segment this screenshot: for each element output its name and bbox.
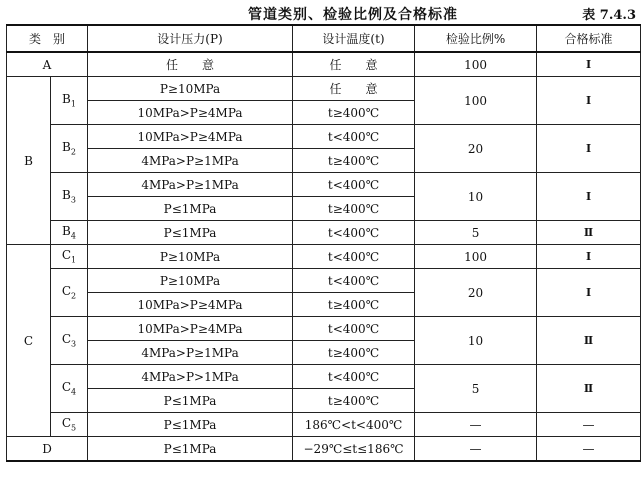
standard-cell: — [537, 413, 641, 437]
ratio-cell: 5 [415, 221, 537, 245]
subcategory-letter: B [62, 139, 71, 154]
subcategory-letter: B [62, 91, 71, 106]
ratio-cell: — [415, 437, 537, 462]
pressure-cell: 4MPa>P>1MPa [88, 365, 293, 389]
standard-cell: — [537, 437, 641, 462]
subcategory-letter: C [61, 283, 72, 298]
standard-cell: Ⅰ [537, 77, 641, 125]
category-cell: C [7, 245, 51, 437]
table-caption [0, 2, 644, 22]
ratio-cell: 20 [415, 125, 537, 173]
header-ratio: 检验比例% [415, 25, 537, 52]
standard-cell: Ⅱ [537, 365, 641, 413]
subcategory-letter: C [61, 415, 72, 430]
temperature-cell: t<400℃ [293, 245, 415, 269]
subcategory-number: 3 [70, 195, 76, 205]
standard-cell: Ⅰ [537, 245, 641, 269]
subcategory-cell [51, 221, 88, 245]
header-pressure: 设计压力(P) [88, 25, 293, 52]
pressure-cell: 10MPa>P≥4MPa [88, 293, 293, 317]
ratio-cell: 20 [415, 269, 537, 317]
temperature-cell: t<400℃ [293, 125, 415, 149]
pressure-cell: P≥10MPa [88, 269, 293, 293]
ratio-cell: 100 [415, 52, 537, 77]
standard-cell: Ⅰ [537, 52, 641, 77]
pressure-cell: P≥10MPa [88, 245, 293, 269]
temperature-cell: 任 意 [293, 52, 415, 77]
header-category: 类 别 [7, 25, 88, 52]
subcategory-letter: C [61, 247, 72, 262]
temperature-cell: t≥400℃ [293, 389, 415, 413]
temperature-cell: 186℃<t<400℃ [293, 413, 415, 437]
subcategory-letter: C [61, 331, 72, 346]
ratio-cell: 5 [415, 365, 537, 413]
pressure-cell: P≤1MPa [88, 437, 293, 462]
temperature-cell: t<400℃ [293, 221, 415, 245]
pressure-cell: 4MPa>P≥1MPa [88, 173, 293, 197]
temperature-cell: t<400℃ [293, 365, 415, 389]
subcategory-cell [51, 365, 88, 413]
subcategory-letter: B [62, 223, 71, 238]
temperature-cell: 任 意 [293, 77, 415, 101]
ratio-cell: — [415, 413, 537, 437]
temperature-cell: t≥400℃ [293, 197, 415, 221]
standard-cell: Ⅱ [537, 221, 641, 245]
ratio-cell: 10 [415, 317, 537, 365]
pressure-cell: P≤1MPa [88, 221, 293, 245]
subcategory-cell [51, 413, 88, 437]
pressure-cell: 4MPa>P≥1MPa [88, 341, 293, 365]
inspection-table [6, 24, 641, 462]
standard-cell: Ⅰ [537, 173, 641, 221]
table-row [7, 77, 641, 101]
table-row [7, 437, 641, 462]
table-title: 管道类别、检验比例及合格标准 [248, 7, 458, 23]
table-row [7, 52, 641, 77]
temperature-cell: t≥400℃ [293, 341, 415, 365]
standard-cell: Ⅰ [537, 269, 641, 317]
subcategory-number: 2 [70, 147, 76, 157]
table-row [7, 125, 641, 149]
pressure-cell: 10MPa>P≥4MPa [88, 101, 293, 125]
ratio-cell: 10 [415, 173, 537, 221]
ratio-cell: 100 [415, 77, 537, 125]
pressure-cell: 4MPa>P≥1MPa [88, 149, 293, 173]
category-cell: B [7, 77, 51, 245]
subcategory-letter: C [61, 379, 72, 394]
subcategory-cell [51, 317, 88, 365]
temperature-cell: t≥400℃ [293, 101, 415, 125]
pressure-cell: P≤1MPa [88, 413, 293, 437]
pressure-cell: P≥10MPa [88, 77, 293, 101]
header-row [7, 25, 641, 52]
temperature-cell: t<400℃ [293, 317, 415, 341]
subcategory-number: 4 [71, 387, 77, 397]
pressure-cell: P≤1MPa [88, 389, 293, 413]
pressure-cell: 任 意 [88, 52, 293, 77]
category-cell: D [7, 437, 88, 462]
temperature-cell: t≥400℃ [293, 293, 415, 317]
standard-cell: Ⅰ [537, 125, 641, 173]
table-row [7, 365, 641, 389]
temperature-cell: t≥400℃ [293, 149, 415, 173]
temperature-cell: −29℃≤t≤186℃ [293, 437, 415, 462]
subcategory-letter: B [62, 187, 71, 202]
table-row [7, 221, 641, 245]
header-temperature: 设计温度(t) [293, 25, 415, 52]
pressure-cell: 10MPa>P≥4MPa [88, 125, 293, 149]
table-number: 表 7.4.3 [582, 8, 636, 23]
table-row [7, 317, 641, 341]
table-row [7, 413, 641, 437]
subcategory-cell [51, 245, 88, 269]
subcategory-number: 2 [71, 291, 77, 301]
ratio-cell: 100 [415, 245, 537, 269]
category-cell: A [7, 52, 88, 77]
subcategory-cell [51, 173, 88, 221]
standard-cell: Ⅱ [537, 317, 641, 365]
table-row [7, 173, 641, 197]
subcategory-number: 1 [70, 99, 76, 109]
subcategory-number: 4 [70, 231, 76, 241]
table-row [7, 269, 641, 293]
temperature-cell: t<400℃ [293, 269, 415, 293]
pressure-cell: P≤1MPa [88, 197, 293, 221]
temperature-cell: t<400℃ [293, 173, 415, 197]
subcategory-number: 3 [71, 339, 77, 349]
subcategory-cell [51, 77, 88, 125]
subcategory-number: 5 [71, 423, 77, 433]
subcategory-cell [51, 125, 88, 173]
pressure-cell: 10MPa>P≥4MPa [88, 317, 293, 341]
subcategory-cell [51, 269, 88, 317]
subcategory-number: 1 [71, 255, 77, 265]
table-row [7, 245, 641, 269]
header-standard: 合格标准 [537, 25, 641, 52]
